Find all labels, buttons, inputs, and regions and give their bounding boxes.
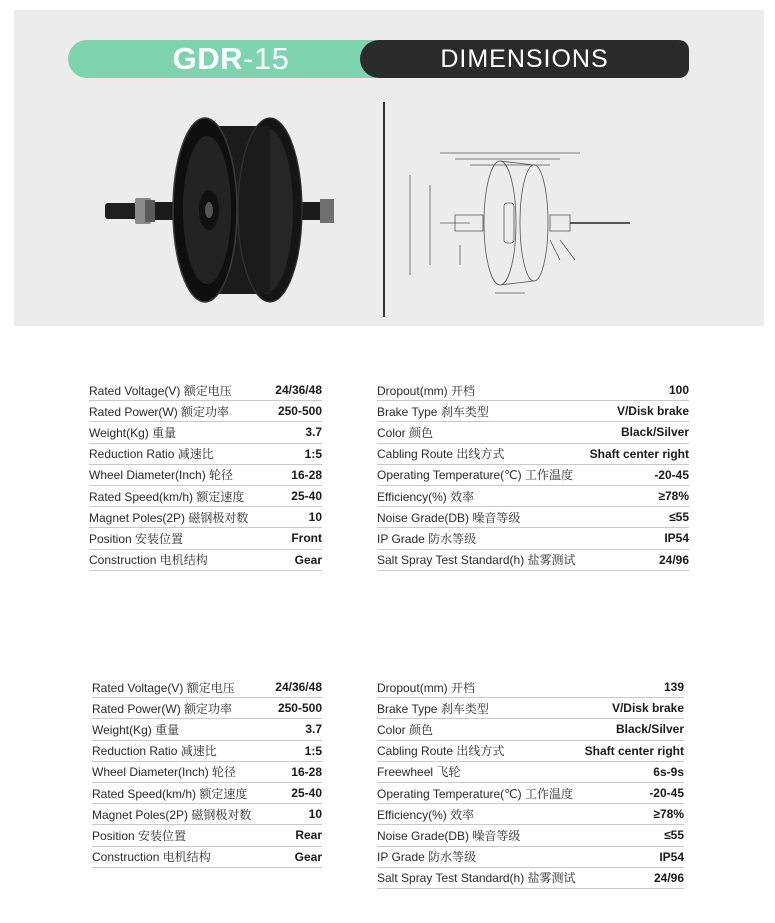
table-row (377, 465, 689, 486)
spec-value: ≤55 (669, 510, 689, 525)
spec-label: Efficiency(%) 效率 (377, 489, 475, 504)
rear-spec-table-left (92, 677, 322, 868)
spec-label: Rated Power(W) 额定功率 (89, 404, 230, 419)
table-row (377, 825, 684, 846)
spec-label: Operating Temperature(℃) 工作温度 (377, 786, 573, 801)
front-spec-table-left (89, 380, 322, 571)
table-row (377, 677, 684, 698)
spec-value: 24/36/48 (275, 383, 322, 398)
table-row (377, 698, 684, 719)
spec-value: 16-28 (291, 467, 322, 482)
table-row (89, 380, 322, 401)
spec-label: Magnet Poles(2P) 磁钢极对数 (89, 510, 249, 525)
section-divider (383, 102, 385, 317)
table-row (89, 401, 322, 422)
spec-label: Position 安装位置 (92, 828, 187, 843)
table-row (377, 444, 689, 465)
spec-label: Rated Speed(km/h) 额定速度 (92, 786, 248, 801)
table-row (89, 486, 322, 507)
spec-label: Wheel Diameter(Inch) 轮径 (89, 468, 234, 483)
spec-label: Noise Grade(DB) 噪音等级 (377, 510, 521, 525)
spec-label: Dropout(mm) 开档 (377, 680, 476, 695)
front-spec-table-right (377, 380, 689, 571)
spec-value: Black/Silver (615, 722, 684, 737)
table-row (92, 741, 322, 762)
table-row (377, 486, 689, 507)
spec-label: Salt Spray Test Standard(h) 盐雾测试 (377, 871, 576, 886)
spec-value: 100 (668, 383, 689, 398)
spec-label: Color 颜色 (377, 722, 434, 737)
table-row (89, 422, 322, 443)
spec-value: 10 (308, 807, 322, 822)
table-row (377, 847, 684, 868)
spec-value: 10 (308, 510, 322, 525)
table-row (377, 550, 689, 571)
spec-value: IP54 (659, 849, 684, 864)
spec-value: ≥78% (658, 489, 689, 504)
dimension-drawing (400, 145, 645, 300)
table-row (377, 422, 689, 443)
spec-value: 6s-9s (653, 764, 684, 779)
spec-label: Brake Type 刹车类型 (377, 404, 489, 419)
table-row (92, 698, 322, 719)
spec-label: Color 颜色 (377, 425, 434, 440)
table-row (89, 444, 322, 465)
table-row (92, 719, 322, 740)
table-row (377, 783, 684, 804)
spec-value: V/Disk brake (616, 404, 689, 419)
spec-label: Reduction Ratio 减速比 (92, 744, 217, 759)
table-row (92, 804, 322, 825)
table-row (377, 528, 689, 549)
spec-value: -20-45 (649, 786, 684, 801)
spec-value: 139 (663, 680, 684, 695)
table-row (92, 847, 322, 868)
spec-label: Rated Speed(km/h) 额定速度 (89, 489, 245, 504)
table-row (89, 528, 322, 549)
spec-value: 250-500 (277, 404, 322, 419)
spec-label: Wheel Diameter(Inch) 轮径 (92, 765, 237, 780)
spec-label: Brake Type 刹车类型 (377, 701, 489, 716)
spec-value: -20-45 (654, 467, 689, 482)
spec-value: Gear (294, 849, 322, 864)
spec-value: 3.7 (305, 425, 322, 440)
spec-value: V/Disk brake (611, 701, 684, 716)
spec-value: 25-40 (291, 786, 322, 801)
table-row (92, 783, 322, 804)
table-row (377, 507, 689, 528)
spec-label: Operating Temperature(℃) 工作温度 (377, 468, 573, 483)
spec-label: Reduction Ratio 减速比 (89, 447, 214, 462)
model-name-suffix: -15 (243, 41, 290, 76)
table-row (377, 804, 684, 825)
spec-value: IP54 (664, 531, 689, 546)
spec-value: 1:5 (304, 743, 322, 758)
spec-value: 250-500 (277, 701, 322, 716)
spec-label: Weight(Kg) 重量 (89, 425, 177, 440)
spec-label: Cabling Route 出线方式 (377, 744, 505, 759)
spec-value: 16-28 (291, 764, 322, 779)
table-row (92, 762, 322, 783)
spec-value: 1:5 (304, 446, 322, 461)
spec-value: Black/Silver (620, 425, 689, 440)
spec-value: Gear (294, 552, 322, 567)
spec-label: Rated Power(W) 额定功率 (92, 701, 233, 716)
spec-label: IP Grade 防水等级 (377, 531, 477, 546)
model-name-bold: GDR (172, 41, 244, 76)
spec-value: 25-40 (291, 489, 322, 504)
spec-value: ≥78% (653, 807, 684, 822)
table-row (377, 380, 689, 401)
spec-label: Noise Grade(DB) 噪音等级 (377, 828, 521, 843)
spec-value: 3.7 (305, 722, 322, 737)
table-row (92, 825, 322, 846)
spec-label: Rated Voltage(V) 额定电压 (89, 383, 232, 398)
spec-value: ≤55 (664, 828, 684, 843)
table-row (92, 677, 322, 698)
spec-label: Dropout(mm) 开档 (377, 383, 476, 398)
spec-label: Construction 电机结构 (89, 553, 208, 568)
spec-label: Construction 电机结构 (92, 850, 211, 865)
spec-value: Shaft center right (584, 743, 684, 758)
table-row (377, 401, 689, 422)
table-row (89, 550, 322, 571)
dimensions-banner (360, 40, 689, 78)
spec-label: Weight(Kg) 重量 (92, 722, 180, 737)
spec-label: Cabling Route 出线方式 (377, 447, 505, 462)
table-row (377, 719, 684, 740)
model-banner (68, 40, 394, 78)
spec-value: Shaft center right (589, 446, 689, 461)
spec-value: Rear (295, 828, 322, 843)
dimensions-title: DIMENSIONS (440, 44, 609, 73)
spec-label: Freewheel 飞轮 (377, 765, 461, 780)
spec-value: 24/36/48 (275, 680, 322, 695)
hub-motor-photo (95, 110, 345, 310)
table-row (377, 741, 684, 762)
rear-spec-table-right (377, 677, 684, 889)
table-row (89, 507, 322, 528)
spec-label: Magnet Poles(2P) 磁钢极对数 (92, 807, 252, 822)
spec-label: Efficiency(%) 效率 (377, 807, 475, 822)
spec-value: 24/96 (653, 870, 684, 885)
spec-label: Salt Spray Test Standard(h) 盐雾测试 (377, 553, 576, 568)
spec-label: Position 安装位置 (89, 531, 184, 546)
spec-value: Front (291, 531, 322, 546)
spec-label: Rated Voltage(V) 额定电压 (92, 680, 235, 695)
table-row (377, 868, 684, 889)
spec-label: IP Grade 防水等级 (377, 850, 477, 865)
table-row (89, 465, 322, 486)
table-row (377, 762, 684, 783)
spec-value: 24/96 (658, 552, 689, 567)
